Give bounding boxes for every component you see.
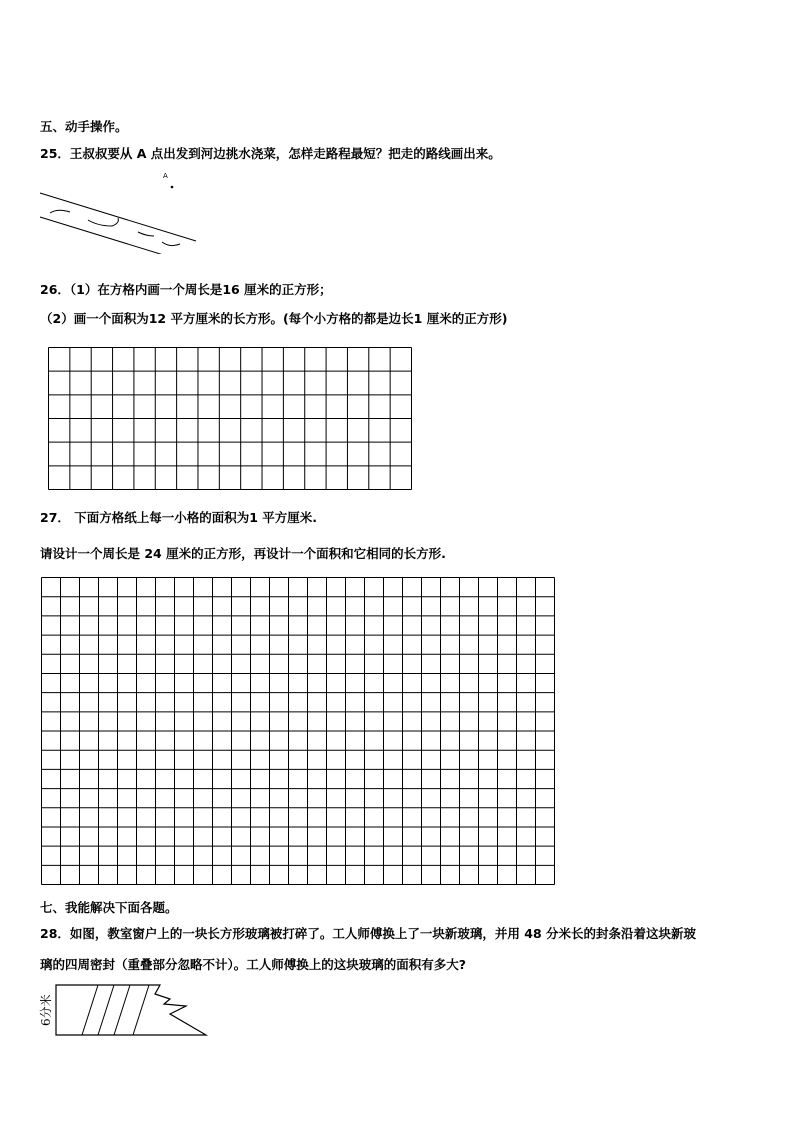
q25-text: 25．王叔叔要从 A 点出发到河边挑水浇菜，怎样走路程最短？把走的路线画出来。 <box>40 146 501 161</box>
glass-outline <box>56 985 206 1035</box>
crack-line <box>82 985 98 1035</box>
broken-glass-figure <box>34 982 209 1040</box>
height-label: 6分米 <box>39 994 53 1026</box>
q26-line1: 26．（1）在方格内画一个周长是16 厘米的正方形； <box>40 282 332 297</box>
water-ripple <box>88 218 118 226</box>
crack-line <box>114 985 130 1035</box>
q27-line2: 请设计一个周长是 24 厘米的正方形，再设计一个面积和它相同的长方形. <box>40 546 446 561</box>
river-figure <box>34 168 206 254</box>
water-ripple <box>138 232 154 236</box>
crack-line <box>98 985 114 1035</box>
q28-line2: 璃的四周密封（重叠部分忽略不计）。工人师傅换上的这块玻璃的面积有多大? <box>40 957 467 972</box>
crack-line <box>133 985 149 1035</box>
q26-line2: （2）画一个面积为12 平方厘米的长方形。(每个小方格的都是边长1 厘米的正方形) <box>40 311 508 326</box>
section-seven-heading: 七、我能解决下面各题。 <box>40 900 178 915</box>
q27-line1: 27． 下面方格纸上每一小格的面积为1 平方厘米. <box>40 510 318 525</box>
river-bank-upper <box>40 193 196 241</box>
point-a-dot <box>171 186 174 189</box>
point-a-label: A <box>163 172 168 180</box>
q26-grid <box>48 347 412 490</box>
water-ripple <box>50 210 70 213</box>
q27-grid <box>41 577 555 885</box>
section-five-heading: 五、动手操作。 <box>40 119 128 134</box>
q28-line1: 28．如图，教室窗户上的一块长方形玻璃被打碎了。工人师傅换上了一块新玻璃，并用 48 分米长的封条沿着这块新玻 <box>40 926 696 941</box>
water-ripple <box>162 242 180 246</box>
